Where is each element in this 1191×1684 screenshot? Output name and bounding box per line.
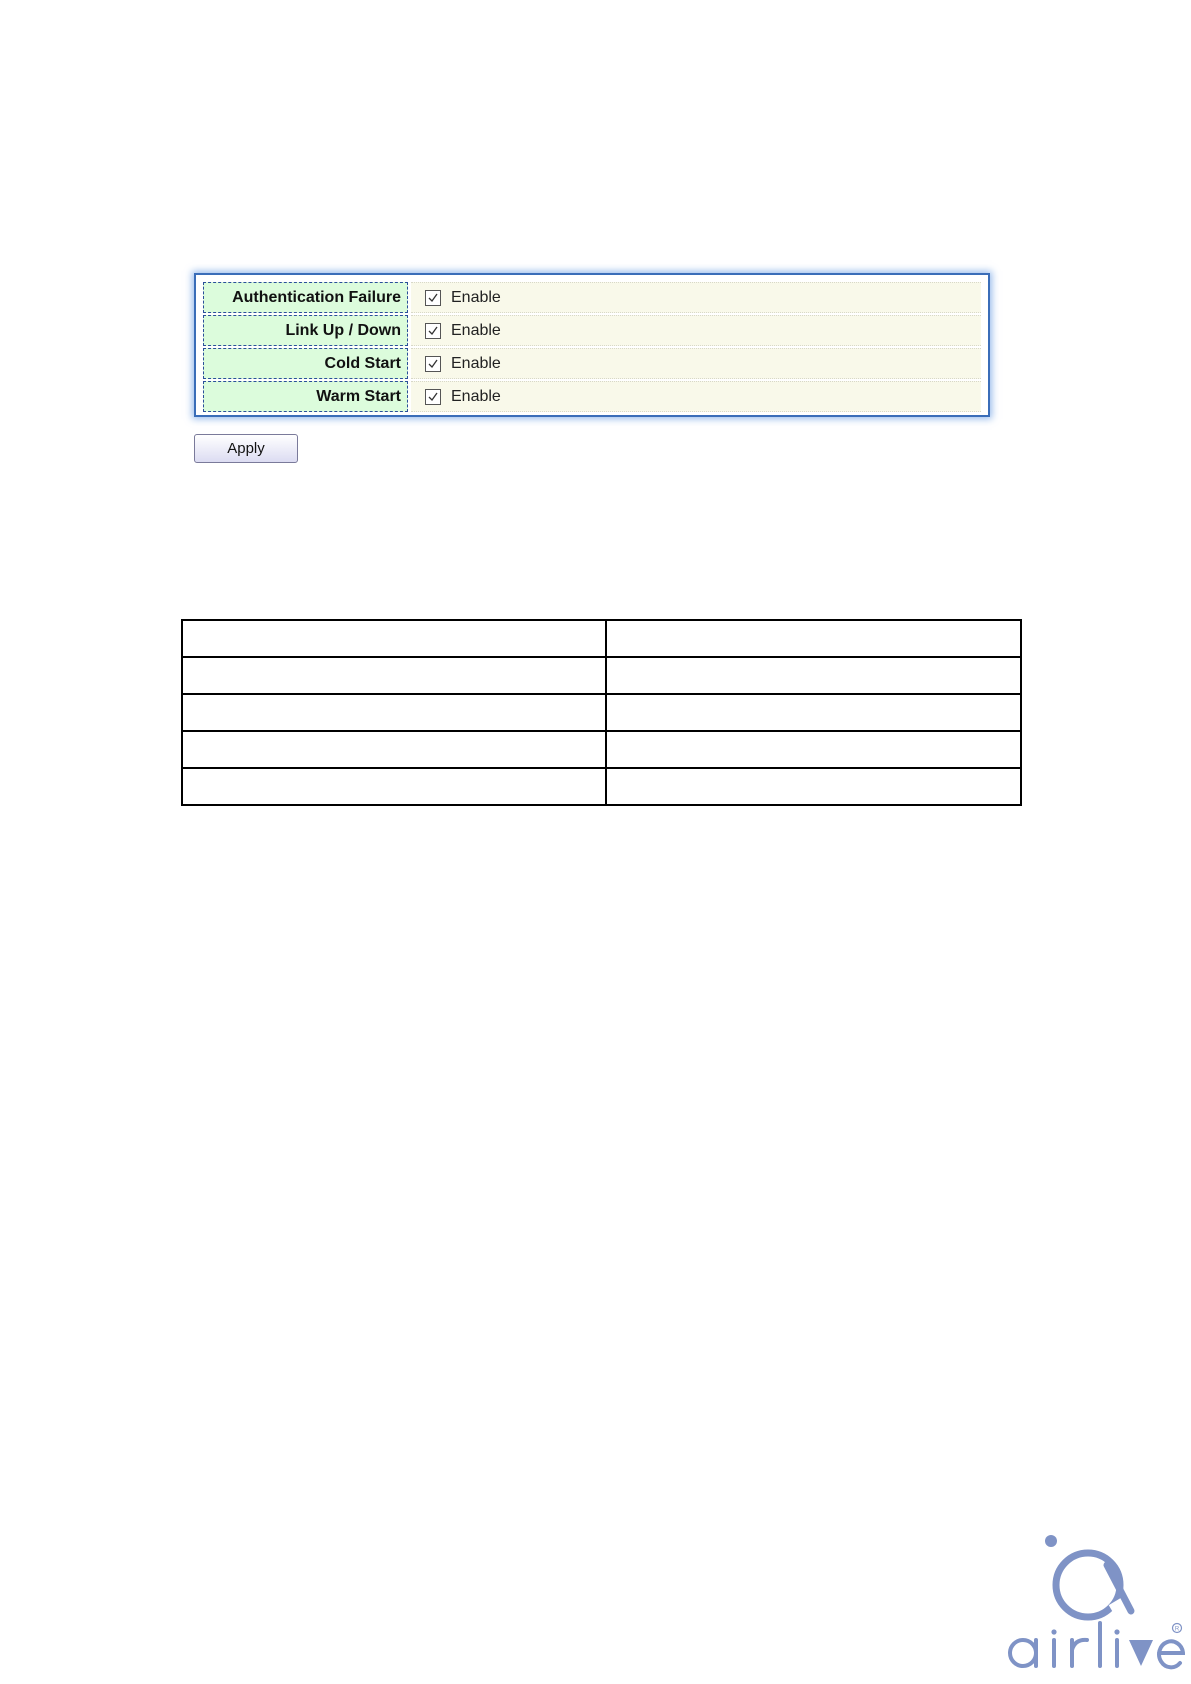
enable-label: Enable <box>451 288 501 306</box>
table-row <box>182 694 1021 731</box>
authentication-failure-enable-checkbox[interactable] <box>425 290 441 306</box>
table-cell <box>606 731 1021 768</box>
checkmark-icon <box>427 391 439 403</box>
checkmark-icon <box>427 325 439 337</box>
trap-label: Link Up / Down <box>203 315 408 346</box>
table-row <box>182 731 1021 768</box>
table-cell <box>606 694 1021 731</box>
trap-row-warm-start <box>203 381 981 412</box>
link-up-down-enable-checkbox[interactable] <box>425 323 441 339</box>
table-row <box>182 657 1021 694</box>
enable-label: Enable <box>451 321 501 339</box>
trap-row-cold-start <box>203 348 981 379</box>
enable-label: Enable <box>451 354 501 372</box>
trap-label: Authentication Failure <box>203 282 408 313</box>
trap-value-cell <box>411 315 981 346</box>
trap-row-authentication-failure <box>203 282 981 313</box>
trap-value-cell <box>411 282 981 313</box>
trap-label: Cold Start <box>203 348 408 379</box>
checkmark-icon <box>427 292 439 304</box>
trap-row-link-up-down <box>203 315 981 346</box>
svg-text:R: R <box>1174 1626 1180 1633</box>
trap-label: Warm Start <box>203 381 408 412</box>
table-cell <box>182 731 606 768</box>
empty-table <box>181 619 1022 806</box>
checkmark-icon <box>427 358 439 370</box>
trap-settings-panel <box>194 273 990 417</box>
trap-value-cell <box>411 381 981 412</box>
table-cell <box>606 620 1021 657</box>
warm-start-enable-checkbox[interactable] <box>425 389 441 405</box>
table-cell <box>182 694 606 731</box>
table-cell <box>182 768 606 805</box>
table-row <box>182 768 1021 805</box>
cold-start-enable-checkbox[interactable] <box>425 356 441 372</box>
table-row <box>182 620 1021 657</box>
trap-value-cell <box>411 348 981 379</box>
table-cell <box>606 768 1021 805</box>
table-cell <box>606 657 1021 694</box>
enable-label: Enable <box>451 387 501 405</box>
table-cell <box>182 657 606 694</box>
apply-button[interactable]: Apply <box>194 434 298 463</box>
airlive-logo <box>995 1525 1185 1675</box>
table-cell <box>182 620 606 657</box>
